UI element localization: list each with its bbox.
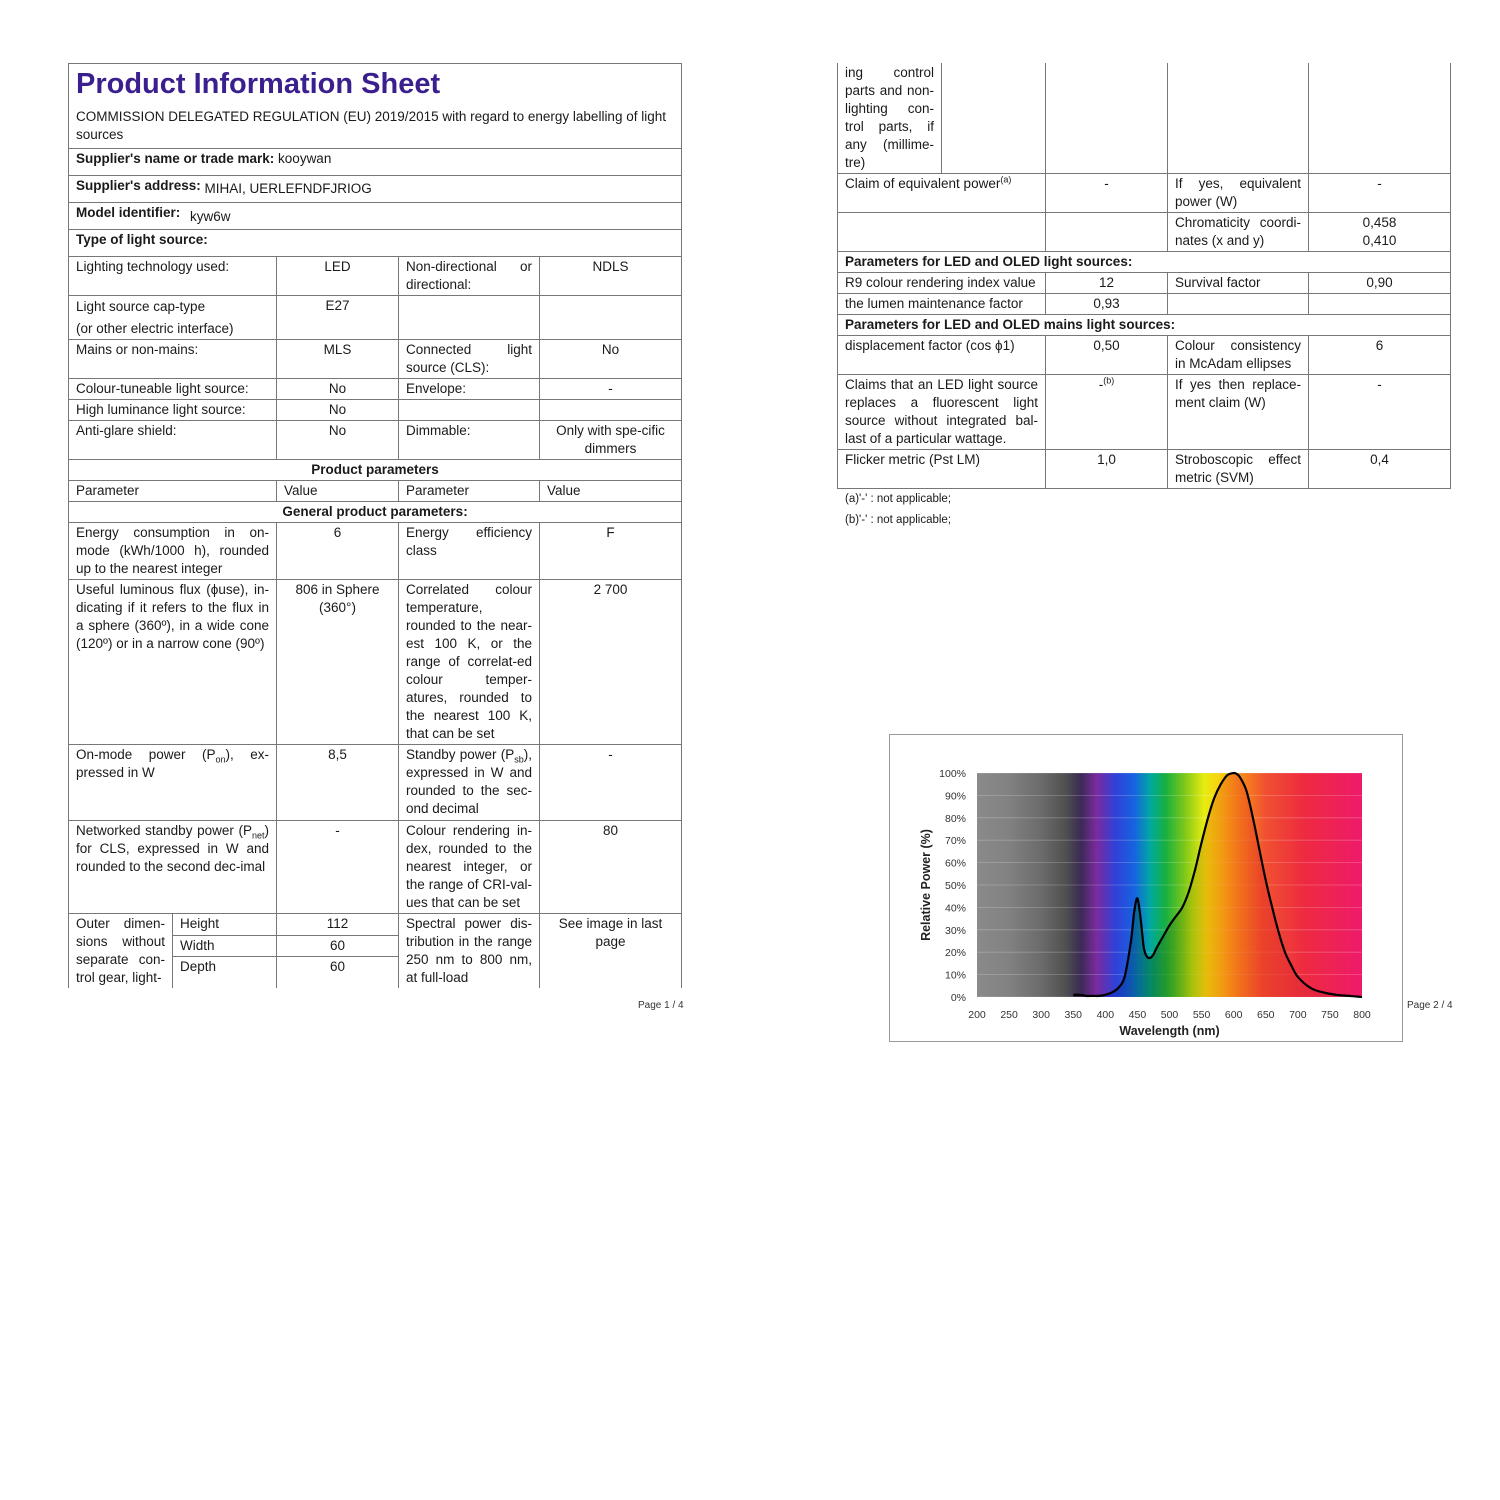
anti-glare-value: No [277, 421, 399, 460]
survival-factor-value: 0,90 [1309, 273, 1451, 294]
equivalent-power-value: - [1309, 174, 1451, 213]
supplier-address-label: Supplier's address: [76, 178, 201, 193]
x-tick-label: 800 [1353, 1009, 1371, 1021]
model-identifier-label: Model identifier: [76, 205, 181, 220]
x-tick-label: 550 [1192, 1009, 1211, 1021]
replacement-claim-label: If yes then replace-ment claim (W) [1168, 375, 1309, 450]
product-parameters-heading: Product parameters [69, 460, 682, 481]
cap-type-value: E27 [277, 296, 399, 340]
cap-type-label-b: (or other electric interface) [76, 321, 234, 336]
page-number-1: Page 1 / 4 [638, 1000, 684, 1011]
directional-value: NDLS [540, 257, 682, 296]
spectral-power-chart [889, 734, 1403, 1042]
col-value-2: Value [540, 481, 682, 502]
spectrum-svg [890, 735, 1402, 1041]
energy-consumption-value: 6 [277, 523, 399, 580]
dimmable-label: Dimmable: [399, 421, 540, 460]
lumen-maintenance-value: 0,93 [1046, 294, 1168, 315]
width-value: 60 [277, 935, 399, 957]
supplier-name: kooywan [278, 151, 332, 166]
y-tick-label: 50% [944, 880, 966, 892]
r9-label: R9 colour rendering index value [838, 273, 1046, 294]
dimensions-continuation: ing control parts and non-lighting con-trol parts, if any (millime-tre) [838, 63, 942, 174]
networked-standby-value: - [277, 821, 399, 914]
spectral-distribution-value: See image in last page [540, 914, 682, 989]
page-title: Product Information Sheet [76, 68, 441, 100]
networked-standby-label: Networked standby power $(P_{net})$ for CLS, expressed in W and rounded to the second dec-imal [69, 821, 277, 914]
colour-tuneable-value: No [277, 379, 399, 400]
page-1 [68, 63, 681, 988]
width-label: Width [173, 935, 277, 957]
envelope-label: Envelope: [399, 379, 540, 400]
colour-temperature-value: 2 700 [540, 580, 682, 745]
led-parameters-heading: Parameters for LED and OLED light sources: [838, 252, 1451, 273]
stroboscopic-value: 0,4 [1309, 450, 1451, 489]
x-tick-label: 400 [1096, 1009, 1115, 1021]
supplier-name-label: Supplier's name or trade mark: [76, 151, 275, 166]
lighting-technology-value: LED [277, 257, 399, 296]
footnote-a: (a)'-' : not applicable; [845, 493, 952, 505]
anti-glare-label: Anti-glare shield: [69, 421, 277, 460]
standby-power-label: Standby power $(P_{sb})$, expressed in W and rounded to the sec-ond decimal [399, 745, 540, 821]
x-tick-label: 600 [1224, 1009, 1243, 1021]
envelope-value: - [540, 379, 682, 400]
spectral-distribution-label: Spectral power dis-tribution in the range 250 nm to 800 nm, at full-load [399, 914, 540, 989]
x-tick-label: 200 [968, 1009, 986, 1021]
led-mains-parameters-heading: Parameters for LED and OLED mains light sources: [838, 315, 1451, 336]
regulation-text: COMMISSION DELEGATED REGULATION (EU) 2019/2015 with regard to energy labelling of light sources [76, 109, 666, 142]
lighting-technology-label: Lighting technology used: [69, 257, 277, 296]
x-tick-label: 500 [1160, 1009, 1179, 1021]
mains-label: Mains or non-mains: [69, 340, 277, 379]
x-axis-label: Wavelength (nm) [1119, 1024, 1220, 1038]
energy-class-label: Energy efficiency class [399, 523, 540, 580]
product-info-table-page-1 [68, 63, 682, 988]
colour-consistency-label: Colour consistency in McAdam ellipses [1168, 336, 1309, 375]
height-value: 112 [277, 914, 399, 936]
colour-tuneable-label: Colour-tuneable light source: [69, 379, 277, 400]
page-number-2: Page 2 / 4 [1407, 1000, 1453, 1011]
y-tick-label: 30% [944, 924, 966, 937]
col-parameter-1: Parameter [69, 481, 277, 502]
high-luminance-label: High luminance light source: [69, 400, 277, 421]
x-tick-label: 750 [1321, 1009, 1339, 1021]
equivalent-power-label: If yes, equivalent power (W) [1168, 174, 1309, 213]
stroboscopic-label: Stroboscopic effect metric (SVM) [1168, 450, 1309, 489]
x-axis-ticks [968, 1009, 1371, 1021]
col-parameter-2: Parameter [399, 481, 540, 502]
y-tick-label: 90% [944, 790, 966, 803]
cri-value: 80 [540, 821, 682, 914]
cap-type-label: Light source cap-type [76, 299, 206, 314]
x-tick-label: 300 [1032, 1009, 1050, 1021]
r9-value: 12 [1046, 273, 1168, 294]
supplier-address: MIHAI, UERLEFNDFJRIOG [204, 181, 372, 196]
energy-consumption-label: Energy consumption in on-mode (kWh/1000 h), rounded up to the nearest integer [69, 523, 277, 580]
x-tick-label: 250 [1000, 1009, 1018, 1021]
chromaticity-value [1309, 213, 1451, 252]
on-mode-power-value: 8,5 [277, 745, 399, 821]
y-tick-label: 40% [944, 902, 966, 915]
flicker-metric-label: Flicker metric (Pst LM) [838, 450, 1046, 489]
y-tick-label: 10% [944, 969, 966, 982]
lumen-maintenance-label: the lumen maintenance factor [838, 294, 1046, 315]
page-2 [837, 63, 1450, 489]
x-tick-label: 650 [1256, 1009, 1275, 1021]
fluorescent-claim-label: Claims that an LED light source replaces a fluorescent light source without integrated bal-last of a particular wattage. [838, 375, 1046, 450]
claim-equivalent-power-value: - [1046, 174, 1168, 213]
y-tick-label: 80% [944, 812, 966, 825]
col-value-1: Value [277, 481, 399, 502]
height-label: Height [173, 914, 277, 936]
y-tick-label: 20% [944, 947, 966, 960]
displacement-factor-label: displacement factor (cos ϕ1) [838, 336, 1046, 375]
x-tick-label: 350 [1064, 1009, 1083, 1021]
footnote-b: (b)'-' : not applicable; [845, 514, 952, 526]
model-identifier: kyw6w [190, 209, 231, 224]
y-tick-label: 60% [944, 857, 966, 870]
general-parameters-heading: General product parameters: [69, 502, 682, 523]
directional-label: Non-directional or directional: [399, 257, 540, 296]
depth-label: Depth [173, 957, 277, 988]
outer-dimensions-label: Outer dimen-sions without separate con-trol gear, light- [69, 914, 173, 989]
y-axis-ticks [939, 768, 966, 1004]
cri-label: Colour rendering in-dex, rounded to the nearest integer, or the range of CRI-val-ues that can be set [399, 821, 540, 914]
depth-value: 60 [277, 957, 399, 988]
energy-class-value: F [540, 523, 682, 580]
standby-power-value: - [540, 745, 682, 821]
colour-consistency-value: 6 [1309, 336, 1451, 375]
luminous-flux-label: Useful luminous flux (ϕuse), in-dicating if it refers to the flux in a sphere (360º), in a wide cone (120º) or in a narrow cone (90º) [69, 580, 277, 745]
x-tick-label: 700 [1289, 1009, 1307, 1021]
claim-equivalent-power-label: Claim of equivalent power$^{(a)}$ [838, 174, 1046, 213]
chromaticity-y: 0,410 [1362, 233, 1397, 248]
y-tick-label: 70% [944, 835, 966, 848]
high-luminance-value: No [277, 400, 399, 421]
mains-value: MLS [277, 340, 399, 379]
cls-label: Connected light source (CLS): [399, 340, 540, 379]
y-tick-label: 100% [939, 768, 966, 780]
chromaticity-label: Chromaticity coordi-nates (x and y) [1168, 213, 1309, 252]
dimmable-value: Only with spe-cific dimmers [540, 421, 682, 460]
y-axis-label: Relative Power (%) [919, 829, 933, 941]
luminous-flux-value: 806 in Sphere (360°) [277, 580, 399, 745]
fluorescent-claim-value: -$^{(b)}$ [1046, 375, 1168, 450]
type-of-light-source-label: Type of light source: [69, 230, 682, 257]
flicker-metric-value: 1,0 [1046, 450, 1168, 489]
y-tick-label: 0% [950, 992, 966, 1004]
displacement-factor-value: 0,50 [1046, 336, 1168, 375]
product-info-table-page-2 [837, 63, 1451, 489]
cls-value: No [540, 340, 682, 379]
chromaticity-x: 0,458 [1362, 215, 1397, 230]
on-mode-power-label: On-mode power $(P_{on})$, ex-pressed in W [69, 745, 277, 821]
x-tick-label: 450 [1128, 1009, 1147, 1021]
colour-temperature-label: Correlated colour temperature, rounded to the near-est 100 K, or the range of correlat-ed colour temper-atures, rounded to the nearest 100 K, that can be set [399, 580, 540, 745]
survival-factor-label: Survival factor [1168, 273, 1309, 294]
replacement-claim-value: - [1309, 375, 1451, 450]
